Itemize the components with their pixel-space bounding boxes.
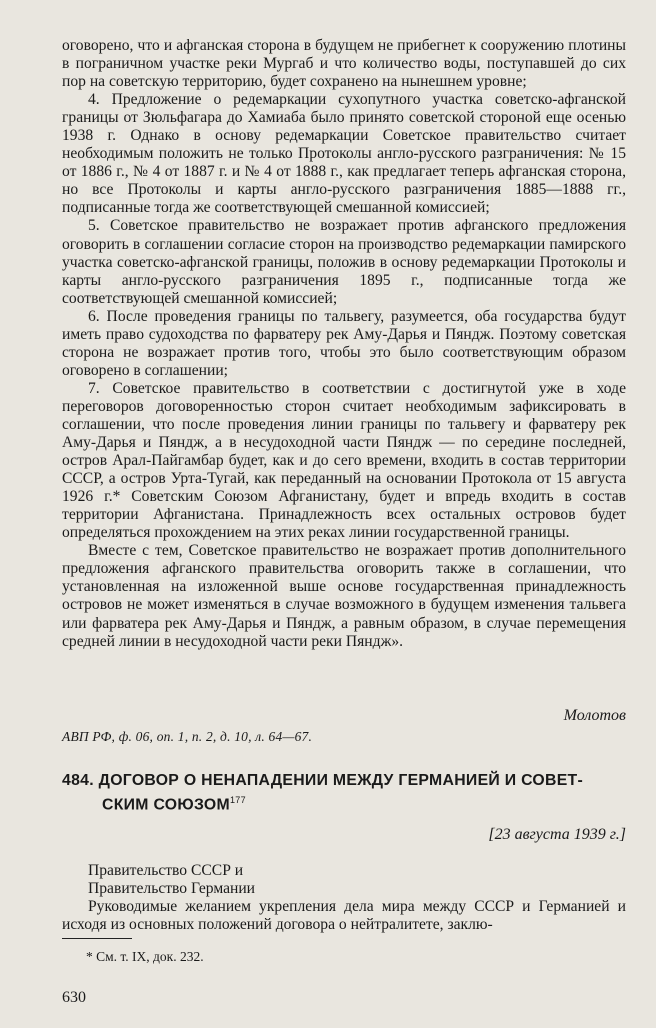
treaty-text	[62, 862, 626, 934]
paragraph-item-7: 7. Советское правительство в соответствии с достигнутой уже в ходе переговоров договоренностью сторон считает необходимым зафиксировать в соглашении, что после проведения линии границы по тальвегу и фарватеру рек Аму-Дарья и Пяндж, а в несудоходной части Пяндж — по середине последней, остров Арал-Пайгамбар будет, как и до сего времени, входить в состав территории СССР, а остров Урта-Тугай, как переданный на основании Протокола от 15 августа 1926 г.* Советским Союзом Афганистану, будет и впредь входить в состав территории Афганистана. Принадлежность всех остальных островов будет определяться прохождением на этих реках линии государственной границы.	[62, 379, 626, 542]
document-title-line2-wrap	[62, 791, 626, 815]
paragraph-item-6: 6. После проведения границы по тальвегу, разумеется, оба государства будут иметь право судоходства по фарватеру рек Аму-Дарья и Пяндж. Поэтому советская сторона не возражает против того, чтобы это было соответствующим образом оговорено в соглашении;	[62, 307, 626, 379]
paragraph-item-4: 4. Предложение о редемаркации сухопутного участка советско-афганской границы от Зюльфагара до Хамиаба было принято советской стороной еще осенью 1938 г. Однако в основу редемаркации Советское правительство считает необходимым положить не только Протоколы англо-русского разграничения: № 15 от 1886 г., № 4 от 1887 г. и № 4 от 1888 г., как предлагает теперь афганская сторона, но все Протоколы и карты англо-русского разграничения 1885—1888 гг., подписанные тогда же соответствующей смешанной комиссией;	[62, 91, 626, 217]
endnote-marker: 177	[229, 794, 246, 805]
party-ussr: Правительство СССР и	[88, 862, 244, 879]
paragraph-conclusion: Вместе с тем, Советское правительство не возражает против дополнительного предложения афганского правительства оговорить также в соглашении, что установленная на изложенной выше основе государственная принадлежность островов не может изменяться в случае возможного в будущем изменения тальвега или фарватера рек Аму-Дарья и Пяндж, а равным образом, в случае перемещения средней линии в несудоходной части реки Пяндж».	[62, 542, 626, 650]
signature: Молотов	[563, 707, 626, 724]
footnote-divider	[62, 938, 132, 939]
document-heading	[62, 772, 626, 814]
party-germany: Правительство Германии	[88, 880, 256, 898]
document-date: [23 августа 1939 г.]	[488, 826, 626, 843]
footnote: * См. т. IX, док. 232.	[86, 949, 204, 964]
paragraph-item-5: 5. Советское правительство не возражает против афганского предложения оговорить в соглашении согласие сторон на производство редемаркации памирского участка советско-афганской границы, положив в основу редемаркации Протоколы и карты англо-русского разграничения 1895 г., подписанные тогда же соответствующей смешанной комиссией;	[62, 217, 626, 307]
treaty-opening: Руководимые желанием укрепления дела мира между СССР и Германией и исходя из основных положений договора о нейтралитете, заклю-	[62, 898, 626, 934]
archive-reference: АВП РФ, ф. 06, оп. 1, п. 2, д. 10, л. 64—67.	[62, 729, 313, 744]
main-text	[62, 37, 626, 651]
document-title-line2: СКИМ СОЮЗОМ	[102, 795, 230, 813]
page-number: 630	[62, 989, 86, 1006]
document-title-line1: 484. ДОГОВОР О НЕНАПАДЕНИИ МЕЖДУ ГЕРМАНИЕЙ И СОВЕТ-	[62, 772, 584, 789]
paragraph-continuation: оговорено, что и афганская сторона в будущем не прибегнет к сооружению плотины в пограничном участке реки Мургаб и что количество воды, поступавшей до сих пор на советскую территорию, будет сохранено на нынешнем уровне;	[62, 37, 626, 91]
